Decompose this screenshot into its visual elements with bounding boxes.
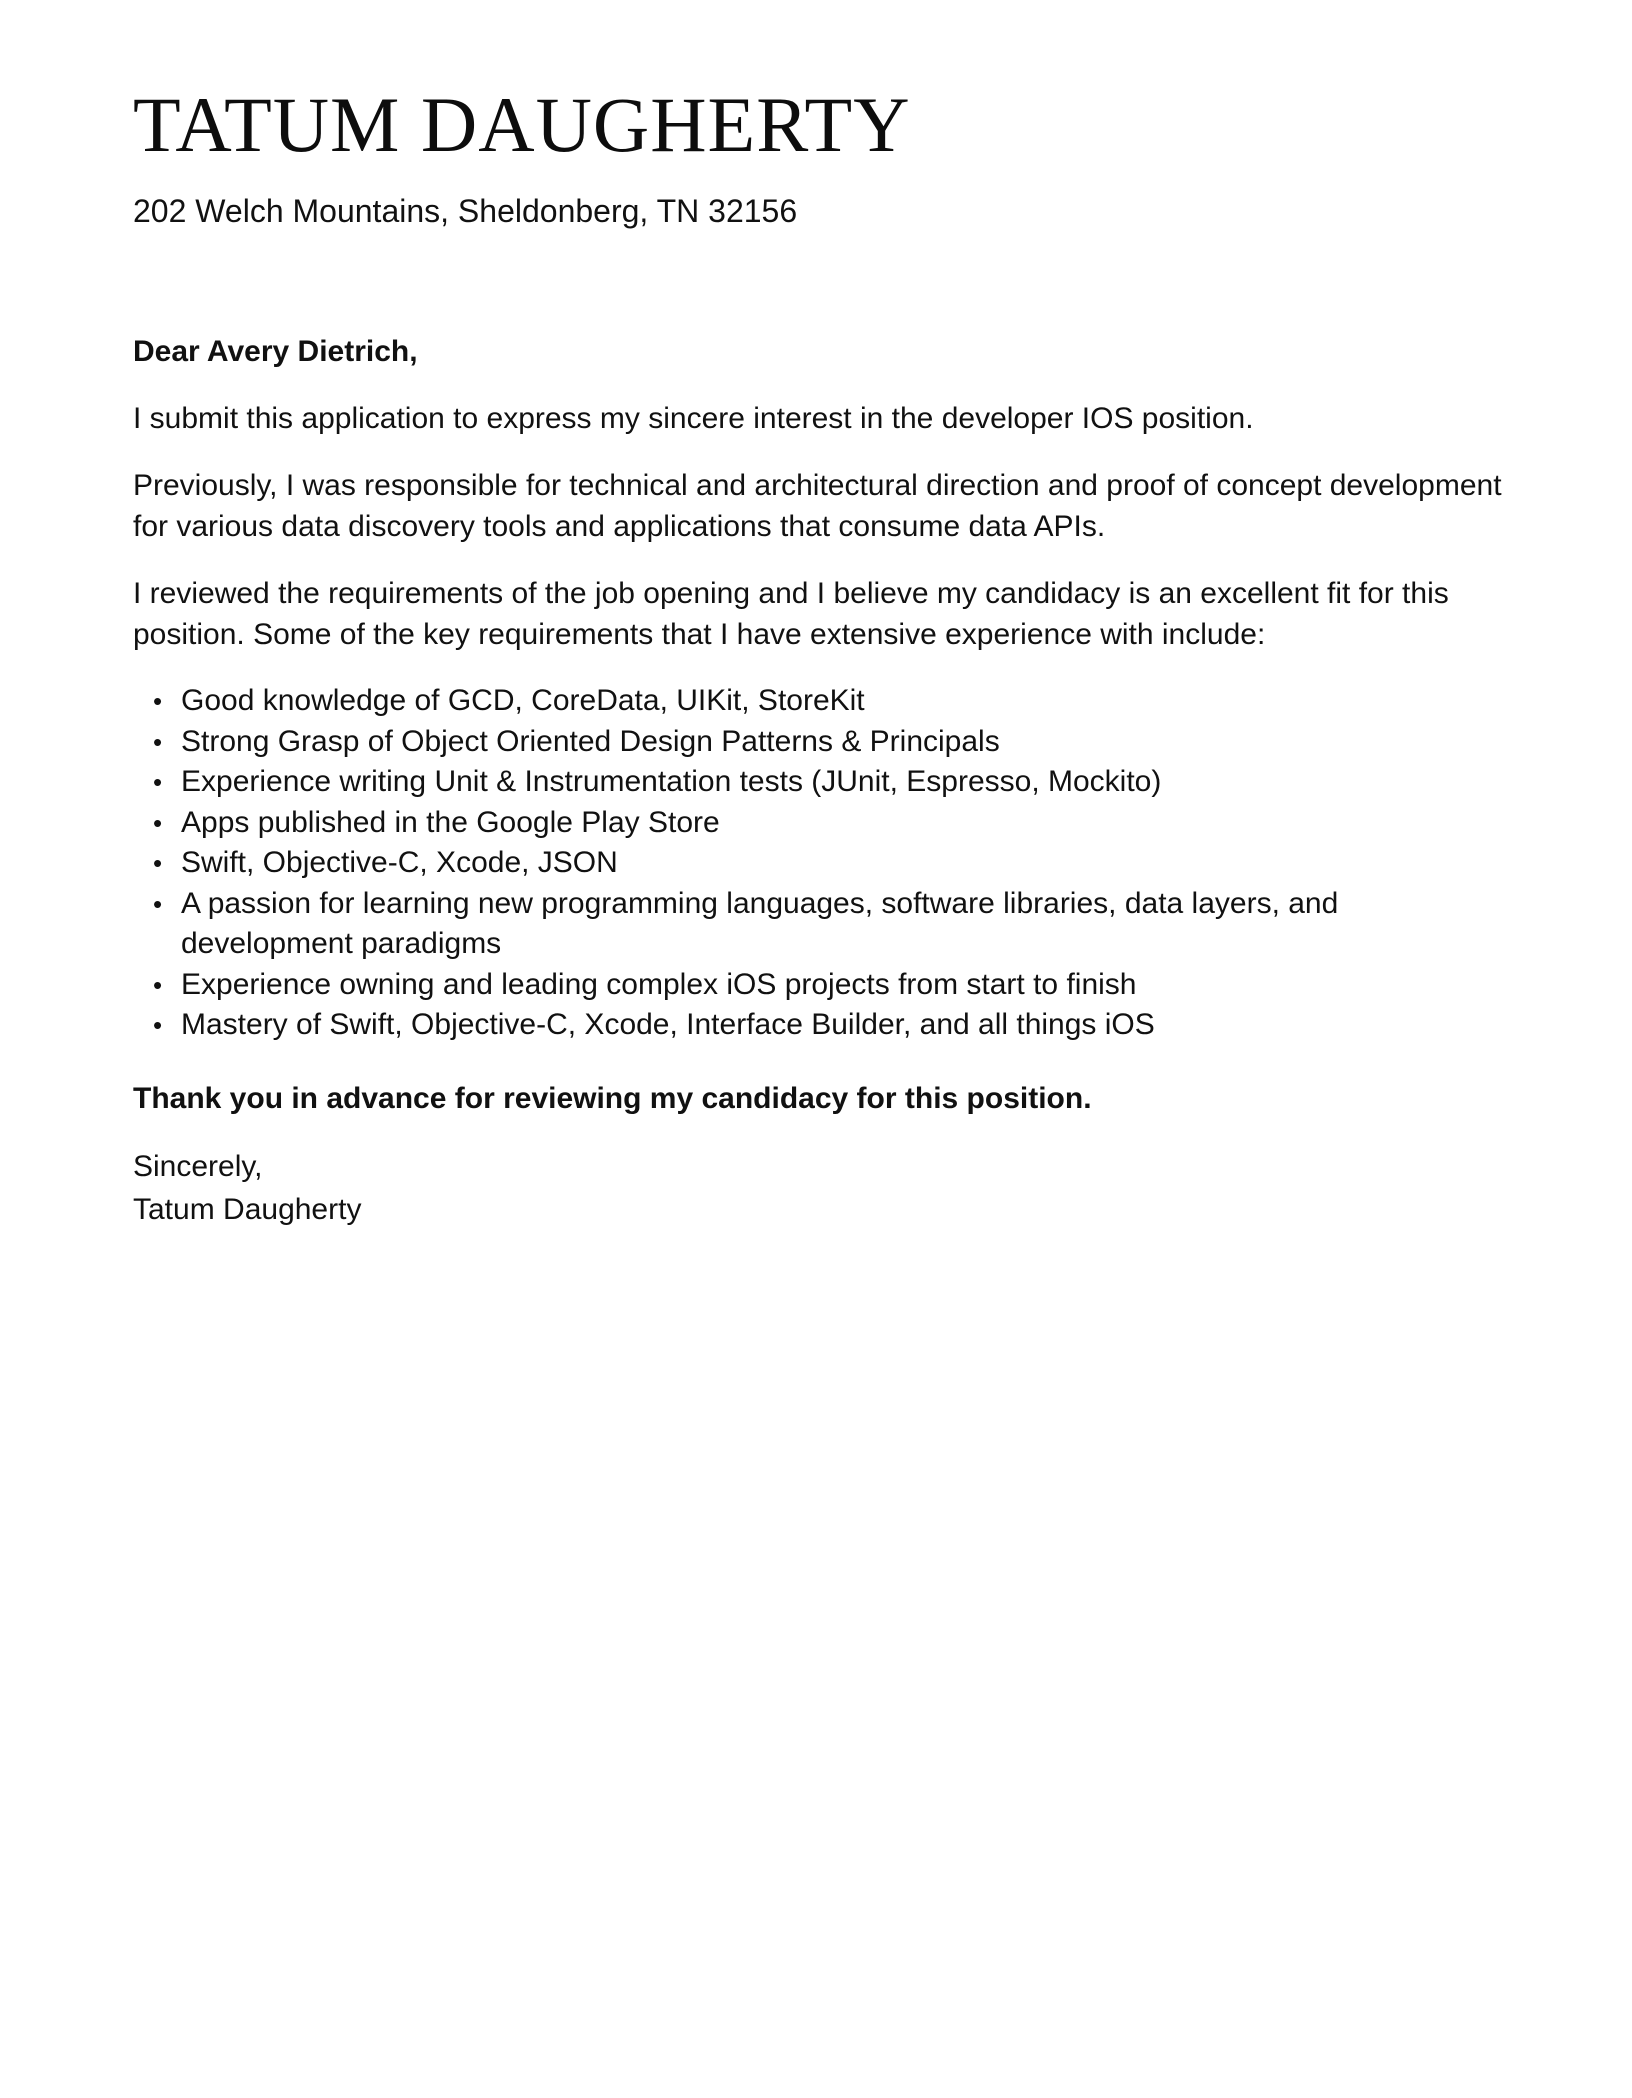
bullet-icon: • (153, 848, 163, 878)
bullet-icon: • (153, 686, 163, 716)
signoff (133, 1145, 1503, 1231)
list-item-text: A passion for learning new programming languages, software libraries, data layers, and development paradigms (181, 886, 1339, 960)
bullet-icon: • (153, 969, 163, 1000)
list-item (153, 965, 1503, 1006)
paragraph-experience: Previously, I was responsible for technical and architectural direction and proof of concept development for various data discovery tools and applications that consume data APIs. (133, 469, 1502, 543)
requirements-list (133, 681, 1503, 1046)
salutation: Dear Avery Dietrich, (133, 335, 418, 368)
signature-name: Tatum Daugherty (133, 1192, 362, 1226)
paragraph-intro: I submit this application to express my sincere interest in the developer IOS position. (133, 402, 1254, 435)
list-item-text: Apps published in the Google Play Store (181, 805, 720, 839)
list-item-text: Experience owning and leading complex iOS projects from start to finish (181, 967, 1137, 1001)
list-item (153, 803, 1503, 844)
list-item-text: Experience writing Unit & Instrumentation tests (JUnit, Espresso, Mockito) (181, 765, 1162, 798)
bullet-icon: • (153, 726, 163, 757)
bullet-icon: • (153, 1010, 163, 1040)
bullet-icon: • (153, 888, 163, 919)
list-item (153, 762, 1503, 803)
list-item (153, 681, 1503, 722)
valediction: Sincerely, (133, 1149, 263, 1183)
bullet-icon: • (153, 807, 163, 838)
applicant-address: 202 Welch Mountains, Sheldonberg, TN 32156 (133, 193, 798, 229)
letter-body (133, 331, 1503, 1257)
bullet-icon: • (153, 767, 163, 797)
list-item (153, 843, 1503, 884)
list-item (153, 1005, 1503, 1046)
list-item (153, 884, 1503, 965)
list-item-text: Swift, Objective-C, Xcode, JSON (181, 846, 618, 879)
list-item (153, 722, 1503, 763)
list-item-text: Strong Grasp of Object Oriented Design Patterns & Principals (181, 724, 1000, 758)
applicant-name: TATUM DAUGHERTY (133, 81, 911, 168)
paragraph-requirements: I reviewed the requirements of the job opening and I believe my candidacy is an excellent fit for this position. Some of the key requirements that I have extensive experience with include: (133, 577, 1449, 651)
list-item-text: Good knowledge of GCD, CoreData, UIKit, StoreKit (181, 684, 865, 717)
list-item-text: Mastery of Swift, Objective-C, Xcode, Interface Builder, and all things iOS (181, 1008, 1155, 1041)
closing-line: Thank you in advance for reviewing my candidacy for this position. (133, 1081, 1092, 1115)
